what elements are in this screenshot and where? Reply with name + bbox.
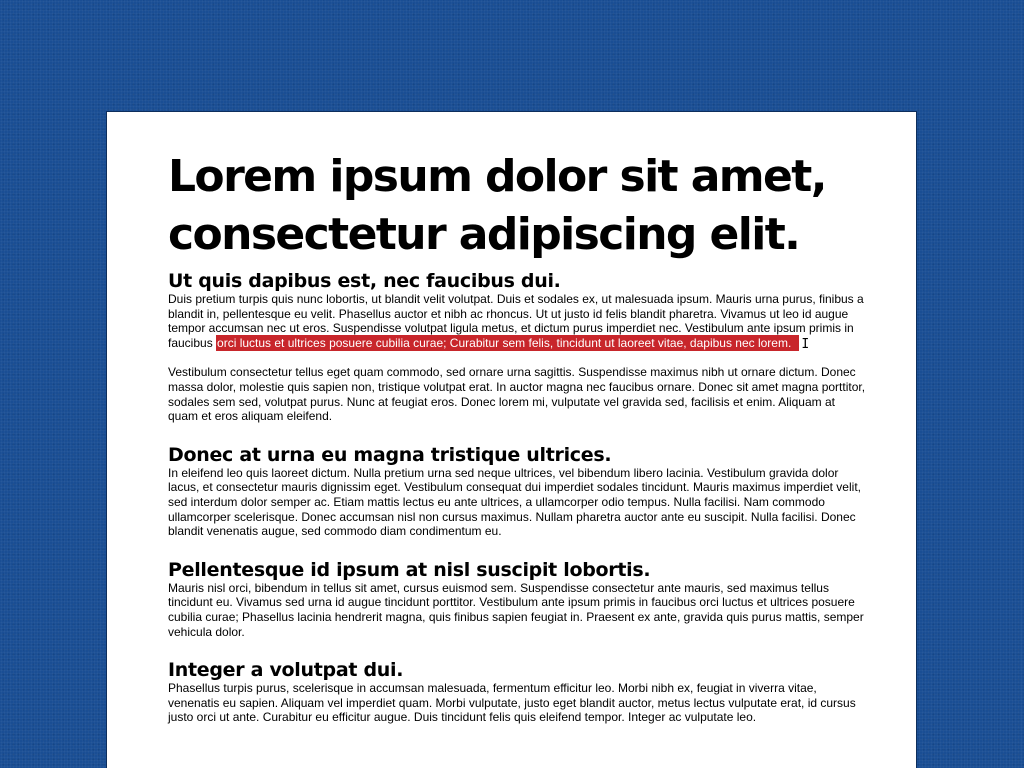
paragraph-text[interactable]: Duis pretium turpis quis nunc lobortis, ut blandit velit volutpat. Duis et sodales ex, ut malesuada ipsum. Mauris urna purus, finibus a blandit in, pellentesque eu velit. Phasellus auctor et nibh ac rhoncus. Ut ut justo id felis blandit pharetra. Vivamus ut leo id augue tempor accumsan nec ut eros. Suspendisse volutpat ligula metus, et dictum purus imperdiet nec. Vestibulum ante ipsum primis in faucibus bbox=[168, 292, 864, 350]
section-heading: Donec at urna eu magna tristique ultrices. bbox=[168, 443, 612, 466]
section-4 bbox=[168, 659, 868, 725]
paragraph[interactable]: Vestibulum consectetur tellus eget quam commodo, sed ornare urna sagittis. Suspendisse maximus nibh ut ornare dictum. Donec massa dolor, molestie quis sapien non, tristique volutpat erat. In auctor magna nec faucibus ornare. Donec sit amet magna porttitor, sodales sem sed, volutpat purus. Nunc at feugiat eros. Donec lorem mi, vulputate vel gravida sed, facilisis et enim. Aliquam at quam et eros aliquam eleifend. bbox=[168, 365, 866, 424]
section-1 bbox=[168, 270, 868, 424]
section-3 bbox=[168, 559, 868, 639]
section-heading: Integer a volutpat dui. bbox=[168, 659, 404, 682]
paragraph[interactable]: Phasellus turpis purus, scelerisque in accumsan malesuada, fermentum efficitur leo. Morbi nibh ex, feugiat in viverra vitae, venenatis eu sapien. Aliquam vel imperdiet quam. Morbi vulputate, justo eget blandit auctor, metus lectus vulputate erat, id cursus justo orci ut ante. Curabitur eu efficitur augue. Duis tincidunt felis quis eleifend tempor. Integer ac vulputate leo. bbox=[168, 681, 856, 725]
document-page[interactable] bbox=[106, 111, 917, 768]
text-cursor-icon: I bbox=[801, 336, 810, 352]
paragraph[interactable] bbox=[168, 292, 868, 351]
section-2 bbox=[168, 444, 868, 539]
paragraph[interactable]: In eleifend leo quis laoreet dictum. Nulla pretium urna sed neque ultrices, vel bibendum libero lacinia. Vestibulum gravida dolor lacus, et consectetur mauris dignissim eget. Vestibulum consequat dui imperdiet sodales tincidunt. Mauris maximus imperdiet velit, sed interdum dolor semper ac. Etiam mattis lectus eu ante ultrices, a ullamcorper odio tempus. Nulla facilisi. Nam commodo ullamcorper scelerisque. Donec accumsan nisl non cursus maximus. Nullam pharetra auctor ante eu suscipit. Nulla facilisi. Donec blandit venenatis augue, sed commodo diam condimentum eu. bbox=[168, 465, 861, 539]
document-content[interactable] bbox=[168, 148, 868, 725]
section-heading: Ut quis dapibus est, nec faucibus dui. bbox=[168, 270, 561, 292]
document-title: Lorem ipsum dolor sit amet, consectetur adipiscing elit. bbox=[168, 151, 826, 260]
paragraph[interactable]: Mauris nisl orci, bibendum in tellus sit amet, cursus euismod sem. Suspendisse consectetur ante mauris, sed maximus tellus tincidunt eu. Vivamus sed urna id augue tincidunt porttitor. Vestibulum ante ipsum primis in faucibus orci luctus et ultrices posuere cubilia curae; Phasellus lacinia hendrerit magna, quis finibus sapien feugiat in. Praesent ex ante, gravida quis purus mattis, semper vehicula dolor. bbox=[168, 580, 864, 639]
section-heading: Pellentesque id ipsum at nisl suscipit lobortis. bbox=[168, 558, 651, 581]
selected-text[interactable]: orci luctus et ultrices posuere cubilia curae; Curabitur sem felis, tincidunt ut laoreet vitae, dapibus nec lorem. bbox=[216, 335, 799, 351]
